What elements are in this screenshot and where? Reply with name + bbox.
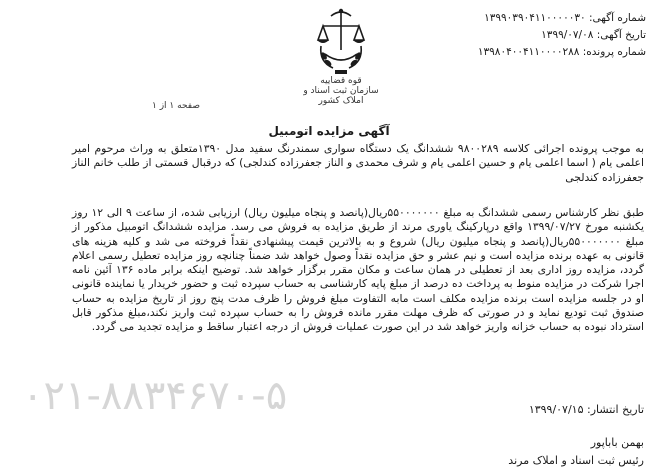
notice-number-value: ۱۳۹۹۰۳۹۰۴۱۱۰۰۰۰۰۳۰ <box>484 12 586 24</box>
emblem-icon <box>313 6 369 78</box>
notice-meta <box>396 10 646 61</box>
organization-name: قوه قضاییه <box>320 76 362 86</box>
notice-date-row <box>396 27 646 44</box>
notice-paragraph-intro: به موجب پرونده اجرائی کلاسه ۹۸۰۰۲۸۹ ششدانگ یک دستگاه سواری سمندرنگ سفید مدل ۱۳۹۰متعلق به وراث مرحوم امیر اعلمی یام ( اسما اعلمی یام و حسین اعلمی یام و شرف محمدی و الناز جعفرزاده کندلجی) که درقبال قسمتی از طلب خانم الناز جعفرزاده کندلجی <box>72 142 644 184</box>
notice-date-label: تاریخ آگهی: <box>596 29 646 41</box>
notice-number-row <box>396 10 646 27</box>
signer-name: بهمن باباپور <box>590 436 644 449</box>
notice-paragraph-body: طبق نظر کارشناس رسمی ششدانگ به مبلغ ۵۵۰۰۰۰۰۰۰ریال(پانصد و پنجاه میلیون ریال) ارزیابی شده، از ساعت ۹ الی ۱۲ روز یکشنبه مورخ ۱۳۹۹/۰۷/۲۷ واقع درپارکینگ یاوری مرند از طریق مزایده به فروش می رسد. مزایده ششدانگ اتومبیل مذکور از مبلغ ۵۵۰۰۰۰۰۰۰ریال(پانصد و پنجاه میلیون ریال) شروع و به بالاترین قیمت پیشنهادی نقداً فروخته می شد و کلیه هزینه های قانونی به عهده برنده مزایده است و نیم عشر و حق مزایده نقداً وصول خواهد شد ضمناً چنانچه روز مزایده تعطیل رسمی اعلام گردد، مزایده روز اداری بعد از تعطیلی در همان ساعت و مکان مقرر برگزار خواهد شد. توضیح اینکه برابر ماده ۱۳۶ آئین نامه اجرا شرکت در مزایده منوط به پرداخت ده درصد از مبلغ پایه کارشناسی به حساب سپرده ثبت و حضور خریدار یا نماینده قانونی او در جلسه مزایده است برنده مزایده مکلف است مابه التفاوت مبلغ فروش را ظرف مدت پنج روز از تاریخ مزایده به حساب صندوق ثبت تودیع نماید و در صورتی که ظرف مهلت مقرر مانده فروش را به حساب سپرده ثبت واریز نکند،مبلغ مذکور قابل استرداد نبوده به حساب خزانه واریز خواهد شد در این صورت عملیات فروش از درجه اعتبار ساقط و مزایده تجدید می گردد. <box>72 206 645 334</box>
page-indicator: صفحه ۱ از ۱ <box>152 101 200 111</box>
case-number-label: شماره پرونده: <box>582 46 646 58</box>
notice-title: آگهی مزایده اتومبیل <box>268 124 390 138</box>
organization-subname: سازمان ثبت اسناد و املاک کشور <box>303 86 379 106</box>
case-number-row <box>396 44 646 61</box>
publish-date: تاریخ انتشار: ۱۳۹۹/۰۷/۱۵ <box>528 403 644 416</box>
watermark-phone: ۰۲۱-۸۸۳۴۶۷۰-۵ <box>22 373 288 419</box>
notice-date-value: ۱۳۹۹/۰۷/۰۸ <box>541 29 594 41</box>
case-number-value: ۱۳۹۸۰۴۰۰۴۱۱۰۰۰۰۲۸۸ <box>477 46 580 58</box>
judiciary-emblem <box>300 6 382 116</box>
notice-number-label: شماره آگهی: <box>588 12 646 24</box>
signer-role: رئیس ثبت اسناد و املاک مرند <box>508 454 644 467</box>
